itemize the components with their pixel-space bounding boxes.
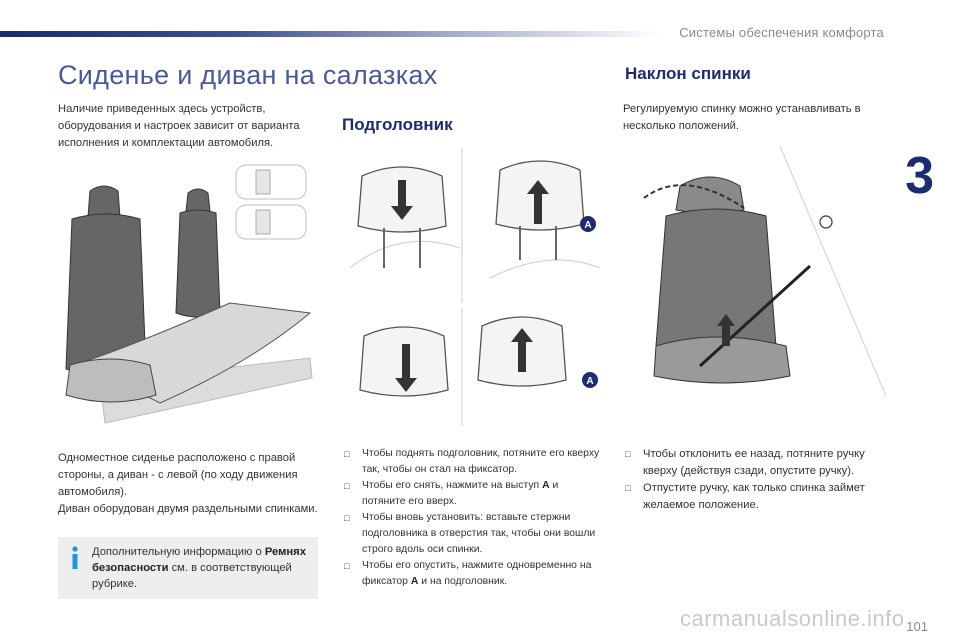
label-a-1: A xyxy=(584,220,592,231)
backrest-tilt-illustration xyxy=(640,146,886,396)
seat-description-line: Одноместное сиденье расположено с правой стороны, а диван - с левой (по ходу движения автомобиля). xyxy=(58,452,298,498)
square-bullet-icon: □ xyxy=(344,561,350,571)
info-box xyxy=(58,537,318,599)
list-item: □ Чтобы вновь установить: вставьте стержни подголовника в отверстия так, чтобы они вошли строго вдоль оси спинки. xyxy=(344,512,596,555)
info-text: Дополнительную информацию о Ремнях безопасности см. в соответствующей рубрике. xyxy=(92,546,306,590)
square-bullet-icon: □ xyxy=(344,513,350,523)
headrest-insert xyxy=(478,317,598,388)
section-title: Системы обеспечения комфорта xyxy=(679,25,884,40)
square-bullet-icon: □ xyxy=(625,483,631,493)
chapter-number: 3 xyxy=(905,147,934,205)
list-item: □ Чтобы поднять подголовник, потяните его кверху так, чтобы он стал на фиксатор. xyxy=(344,448,600,475)
seat-description-line: Диван оборудован двумя раздельными спинками. xyxy=(58,503,318,515)
seat-bench-illustration xyxy=(60,153,320,443)
page-number: 101 xyxy=(906,619,928,634)
headrest-up xyxy=(496,161,596,260)
square-bullet-icon: □ xyxy=(625,449,631,459)
headrest-down xyxy=(358,167,446,268)
info-icon xyxy=(69,546,81,570)
square-bullet-icon: □ xyxy=(344,481,350,491)
backrest-heading: Наклон спинки xyxy=(625,64,751,83)
list-item: □ Чтобы его снять, нажмите на выступ A и потяните его вверх. xyxy=(344,480,559,507)
seatbelts-reference: Ремнях безопасности xyxy=(92,546,306,574)
seat-description xyxy=(58,450,323,518)
headrest-heading: Подголовник xyxy=(342,115,453,134)
headrest-remove xyxy=(360,327,448,396)
backrest-intro-text: Регулируемую спинку можно устанавливать в несколько положений. xyxy=(623,103,861,132)
intro-text: Наличие приведенных здесь устройств, оборудования и настроек зависит от варианта исполнения и комплектации автомобиля. xyxy=(58,103,300,149)
watermark: carmanualsonline.info xyxy=(680,606,905,631)
list-item: □ Отпустите ручку, как только спинка займет желаемое положение. xyxy=(625,482,865,511)
header-color-bar xyxy=(0,31,660,37)
square-bullet-icon: □ xyxy=(344,449,350,459)
headrest-instructions xyxy=(342,446,604,590)
list-item: □ Чтобы отклонить ее назад, потяните ручку кверху (действуя сзади, опустите ручку). xyxy=(625,448,865,477)
label-a-2: A xyxy=(586,376,594,387)
headrest-illustration-lower xyxy=(340,308,605,426)
headrest-illustration-raise xyxy=(340,148,605,303)
vehicle-layout-diagram xyxy=(236,165,306,239)
page-title: Сиденье и диван на салазках xyxy=(58,60,438,90)
list-item: □ Чтобы его опустить, нажмите одновременно на фиксатор A и на подголовник. xyxy=(344,560,592,587)
backrest-instructions xyxy=(623,446,898,514)
